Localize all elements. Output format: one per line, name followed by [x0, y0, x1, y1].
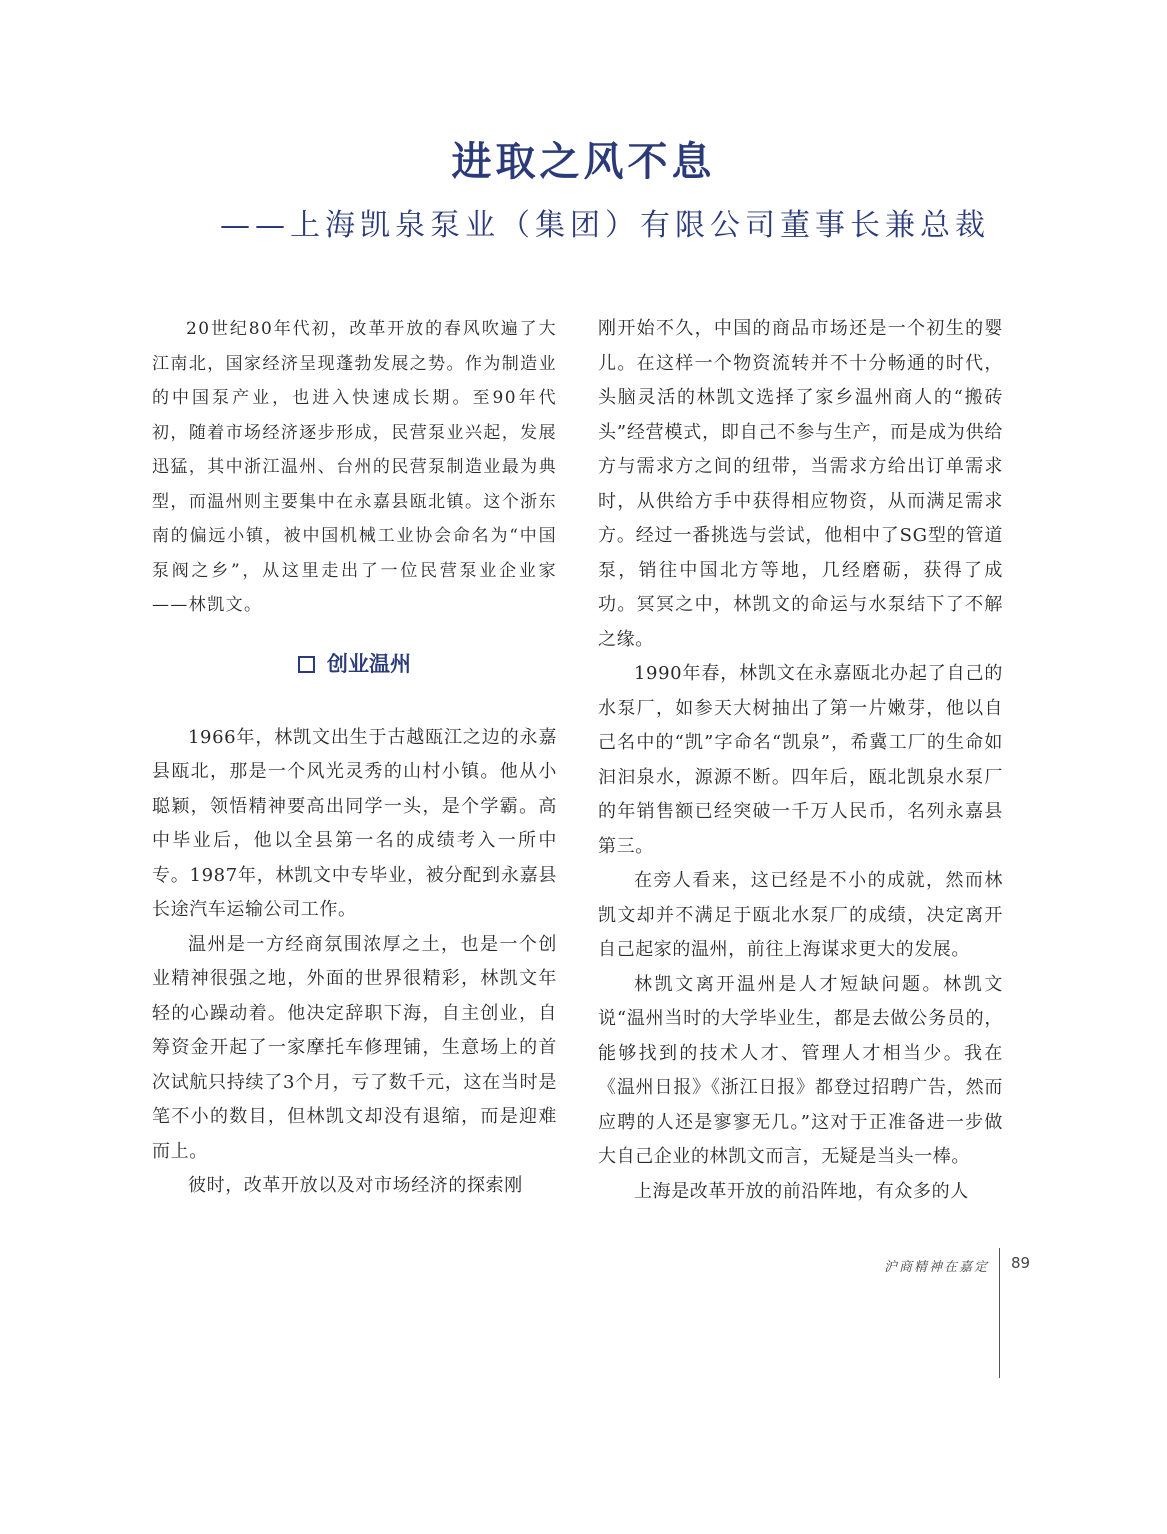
body-paragraph: 在旁人看来，这已经是不小的成就，然而林凯文却并不满足于瓯北水泵厂的成绩，决定离开自己起家的温州，前往上海谋求更大的发展。 — [598, 870, 1003, 960]
article-title: 进取之风不息 — [451, 138, 716, 185]
page-number: 89 — [1011, 1254, 1031, 1272]
intro-paragraph: 20世纪80年代初，改革开放的春风吹遍了大江南北，国家经济呈现蓬勃发展之势。作为制造业的中国泵产业，也进入快速成长期。至90年代初，随着市场经济逐步形成，民营泵业兴起，发展迅猛，其中浙江温州、台州的民营泵制造业最为典型，而温州则主要集中在永嘉县瓯北镇。这个浙东南的偏远小镇，被中国机械工业协会命名为“中国泵阀之乡”，从这里走出了一位民营泵业企业家——林凯文。 — [152, 319, 557, 615]
section-heading-label: 创业温州 — [327, 651, 411, 676]
square-bullet-icon — [298, 656, 315, 673]
body-paragraph-continued: 刚开始不久，中国的商品市场还是一个初生的婴儿。在这样一个物资流转并不十分畅通的时代，头脑灵活的林凯文选择了家乡温州商人的“搬砖头”经营模式，即自己不参与生产，而是成为供给方与需求方之间的纽带，当需求方给出订单需求时，从供给方手中获得相应物资，从而满足需求方。经过一番挑选与尝试，他相中了SG型的管道泵，销往中国北方等地，几经磨砺，获得了成功。冥冥之中，林凯文的命运与水泵结下了不解之缘。 — [598, 318, 1003, 650]
left-column — [152, 312, 557, 1204]
footer-divider — [999, 1248, 1000, 1378]
right-column — [598, 312, 1003, 1209]
body-paragraph: 1990年春，林凯文在永嘉瓯北办起了自己的水泵厂，如参天大树抽出了第一片嫩芽，他以自己名中的“凯”字命名“凯泉”，希冀工厂的生命如汩汩泉水，源源不断。四年后，瓯北凯泉水泵厂的年销售额已经突破一千万人民币，名列永嘉县第三。 — [598, 663, 1003, 857]
body-paragraph: 温州是一方经商氛围浓厚之土，也是一个创业精神很强之地，外面的世界很精彩，林凯文年轻的心躁动着。他决定辞职下海，自主创业，自筹资金开起了一家摩托车修理铺，生意场上的首次试航只持续了3个月，亏了数千元，这在当时是笔不小的数目，但林凯文却没有退缩，而是迎难而上。 — [152, 933, 557, 1162]
article-subtitle: ——上海凯泉泵业（集团）有限公司董事长兼总裁 — [220, 208, 990, 243]
body-paragraph: 彼时，改革开放以及对市场经济的探索刚 — [188, 1175, 523, 1196]
section-heading — [152, 647, 557, 681]
running-footer-title: 沪商精神在嘉定 — [883, 1260, 989, 1275]
body-paragraph: 上海是改革开放的前沿阵地，有众多的人 — [634, 1180, 969, 1202]
body-paragraph: 林凯文离开温州是人才短缺问题。林凯文说“温州当时的大学毕业生，都是去做公务员的，能够找到的技术人才、管理人才相当少。我在《温州日报》《浙江日报》都登过招聘广告，然而应聘的人还是寥寥无几。”这对于正准备进一步做大自己企业的林凯文而言，无疑是当头一棒。 — [598, 973, 1003, 1167]
body-paragraph: 1966年，林凯文出生于古越瓯江之边的永嘉县瓯北，那是一个风光灵秀的山村小镇。他从小聪颖，领悟精神要高出同学一头，是个学霸。高中毕业后，他以全县第一名的成绩考入一所中专。1987年，林凯文中专毕业，被分配到永嘉县长途汽车运输公司工作。 — [152, 726, 557, 920]
